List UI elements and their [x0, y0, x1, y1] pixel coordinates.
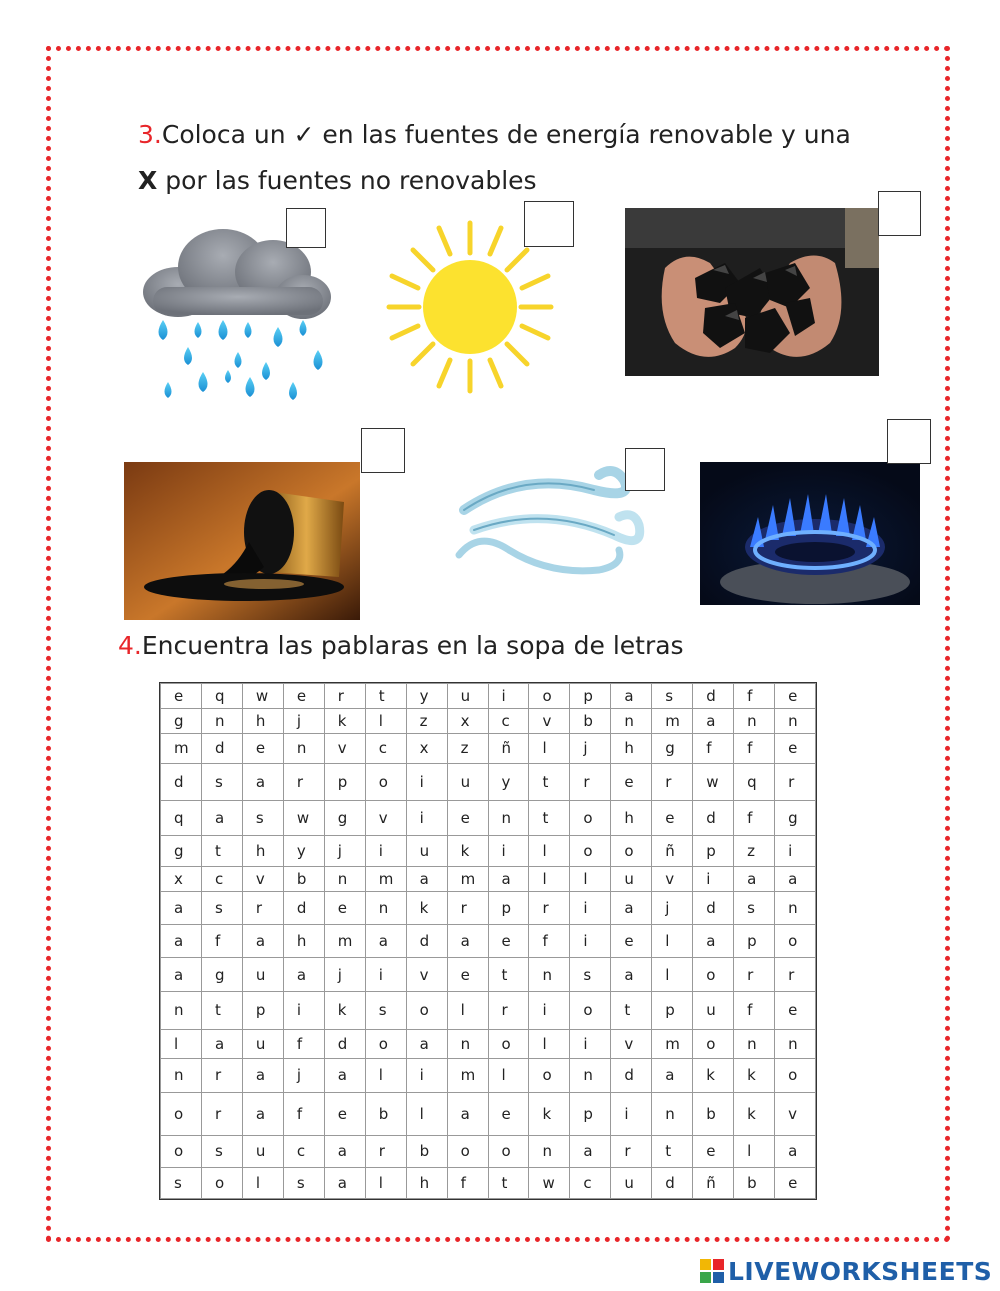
grid-cell[interactable]: m [365, 866, 406, 891]
grid-cell[interactable]: m [324, 924, 365, 957]
grid-row [161, 958, 816, 992]
grid-cell[interactable]: d [201, 733, 242, 763]
grid-cell[interactable]: l [447, 992, 488, 1029]
grid-cell[interactable]: t [529, 763, 570, 800]
grid-cell[interactable]: r [775, 958, 816, 992]
grid-cell[interactable]: l [406, 1092, 447, 1135]
grid-row [161, 924, 816, 957]
answer-box-coal[interactable] [878, 191, 921, 236]
wind-icon [444, 460, 654, 582]
grid-cell[interactable]: o [365, 1029, 406, 1058]
grid-cell[interactable]: r [775, 763, 816, 800]
grid-cell[interactable]: r [365, 1135, 406, 1167]
grid-cell[interactable]: m [652, 1029, 693, 1058]
grid-cell[interactable]: d [406, 924, 447, 957]
question-4-text: Encuentra las pablaras en la sopa de letras [141, 631, 684, 660]
grid-cell[interactable]: s [201, 763, 242, 800]
grid-cell[interactable]: w [529, 1167, 570, 1198]
grid-cell[interactable]: o [570, 992, 611, 1029]
grid-cell[interactable]: v [775, 1092, 816, 1135]
grid-cell[interactable]: ñ [652, 835, 693, 866]
grid-cell[interactable]: l [242, 1167, 283, 1198]
grid-cell[interactable]: g [652, 733, 693, 763]
grid-cell[interactable]: e [447, 958, 488, 992]
grid-cell[interactable]: v [242, 866, 283, 891]
grid-cell[interactable]: e [693, 1135, 734, 1167]
grid-cell[interactable]: g [161, 708, 202, 733]
grid-cell[interactable]: l [529, 835, 570, 866]
grid-cell[interactable]: n [283, 733, 324, 763]
grid-cell[interactable]: n [529, 1135, 570, 1167]
grid-cell[interactable]: r [652, 763, 693, 800]
grid-cell[interactable]: e [447, 801, 488, 835]
grid-cell[interactable]: a [161, 924, 202, 957]
grid-cell[interactable]: i [365, 835, 406, 866]
grid-cell[interactable]: q [201, 684, 242, 709]
grid-cell[interactable]: p [734, 924, 775, 957]
grid-cell[interactable]: e [488, 924, 529, 957]
grid-cell[interactable]: c [365, 733, 406, 763]
grid-cell[interactable]: x [406, 733, 447, 763]
grid-cell[interactable]: y [488, 763, 529, 800]
rain-cloud-icon [138, 222, 338, 412]
grid-cell[interactable]: l [529, 1029, 570, 1058]
grid-cell[interactable]: x [447, 708, 488, 733]
grid-cell[interactable]: b [365, 1092, 406, 1135]
grid-cell[interactable]: m [161, 733, 202, 763]
grid-cell[interactable]: b [570, 708, 611, 733]
grid-cell[interactable]: a [611, 684, 652, 709]
grid-cell[interactable]: e [161, 684, 202, 709]
grid-cell[interactable]: f [283, 1092, 324, 1135]
grid-cell[interactable]: ñ [488, 733, 529, 763]
grid-cell[interactable]: l [529, 866, 570, 891]
grid-cell[interactable]: l [529, 733, 570, 763]
grid-cell[interactable]: f [447, 1167, 488, 1198]
grid-row [161, 1058, 816, 1092]
coal-photo [625, 208, 879, 376]
grid-cell[interactable]: k [734, 1058, 775, 1092]
answer-box-wind[interactable] [625, 448, 665, 491]
grid-cell[interactable]: m [652, 708, 693, 733]
grid-cell[interactable]: i [488, 684, 529, 709]
grid-cell[interactable]: p [570, 684, 611, 709]
grid-row [161, 708, 816, 733]
grid-cell[interactable]: o [406, 992, 447, 1029]
question-4-heading [118, 631, 684, 660]
grid-cell[interactable]: n [775, 891, 816, 924]
grid-cell[interactable]: i [406, 763, 447, 800]
grid-cell[interactable]: k [324, 992, 365, 1029]
grid-cell[interactable]: n [734, 708, 775, 733]
grid-cell[interactable]: f [283, 1029, 324, 1058]
grid-cell[interactable]: b [283, 866, 324, 891]
grid-cell[interactable]: g [161, 835, 202, 866]
grid-row [161, 866, 816, 891]
grid-cell[interactable]: t [652, 1135, 693, 1167]
grid-cell[interactable]: u [611, 866, 652, 891]
grid-cell[interactable]: c [201, 866, 242, 891]
grid-cell[interactable]: m [447, 1058, 488, 1092]
grid-cell[interactable]: j [652, 891, 693, 924]
grid-cell[interactable]: o [447, 1135, 488, 1167]
grid-cell[interactable]: l [488, 1058, 529, 1092]
grid-cell[interactable]: m [447, 866, 488, 891]
grid-cell[interactable]: d [283, 891, 324, 924]
grid-cell[interactable]: n [161, 1058, 202, 1092]
grid-cell[interactable]: l [734, 1135, 775, 1167]
grid-cell[interactable]: o [529, 1058, 570, 1092]
question-3-text: Coloca un ✓ en las fuentes de energía renovable y una [161, 120, 851, 149]
grid-cell[interactable]: a [406, 866, 447, 891]
grid-cell[interactable]: k [734, 1092, 775, 1135]
grid-cell[interactable]: n [611, 708, 652, 733]
grid-cell[interactable]: q [734, 763, 775, 800]
grid-cell[interactable]: p [488, 891, 529, 924]
grid-cell[interactable]: i [693, 866, 734, 891]
grid-cell[interactable]: a [447, 924, 488, 957]
grid-cell[interactable]: r [283, 763, 324, 800]
grid-cell[interactable]: d [693, 684, 734, 709]
grid-cell[interactable]: n [570, 1058, 611, 1092]
grid-cell[interactable]: s [283, 1167, 324, 1198]
grid-cell[interactable]: o [488, 1029, 529, 1058]
grid-cell[interactable]: v [406, 958, 447, 992]
x-mark: X [138, 166, 158, 195]
grid-cell[interactable]: k [447, 835, 488, 866]
grid-cell[interactable]: n [324, 866, 365, 891]
grid-cell[interactable]: i [365, 958, 406, 992]
grid-cell[interactable]: f [529, 924, 570, 957]
grid-cell[interactable]: t [488, 958, 529, 992]
grid-cell[interactable]: a [447, 1092, 488, 1135]
grid-cell[interactable]: i [529, 992, 570, 1029]
grid-row [161, 733, 816, 763]
grid-cell[interactable]: a [611, 958, 652, 992]
grid-cell[interactable]: l [365, 708, 406, 733]
grid-cell[interactable]: u [693, 992, 734, 1029]
grid-cell[interactable]: i [570, 1029, 611, 1058]
grid-cell[interactable]: j [324, 835, 365, 866]
grid-cell[interactable]: v [652, 866, 693, 891]
grid-cell[interactable]: i [775, 835, 816, 866]
grid-cell[interactable]: s [734, 891, 775, 924]
grid-cell[interactable]: h [242, 708, 283, 733]
grid-cell[interactable]: l [570, 866, 611, 891]
grid-cell[interactable]: n [734, 1029, 775, 1058]
grid-cell[interactable]: v [324, 733, 365, 763]
grid-cell[interactable]: k [324, 708, 365, 733]
grid-cell[interactable]: p [693, 835, 734, 866]
grid-cell[interactable]: i [283, 992, 324, 1029]
grid-cell[interactable]: e [283, 684, 324, 709]
grid-row [161, 891, 816, 924]
grid-cell[interactable]: g [201, 958, 242, 992]
grid-cell[interactable]: h [611, 801, 652, 835]
grid-cell[interactable]: e [611, 763, 652, 800]
grid-cell[interactable]: e [775, 733, 816, 763]
grid-row [161, 1092, 816, 1135]
answer-box-rain[interactable] [286, 208, 326, 248]
grid-cell[interactable]: n [652, 1092, 693, 1135]
gas-flame-photo [700, 462, 920, 605]
logo-mark-icon [700, 1259, 724, 1283]
grid-cell[interactable]: y [283, 835, 324, 866]
grid-cell[interactable]: u [611, 1167, 652, 1198]
grid-cell[interactable]: b [406, 1135, 447, 1167]
grid-cell[interactable]: j [324, 958, 365, 992]
grid-cell[interactable]: v [611, 1029, 652, 1058]
grid-cell[interactable]: f [734, 684, 775, 709]
grid-cell[interactable]: u [242, 958, 283, 992]
grid-cell[interactable]: j [283, 708, 324, 733]
answer-box-oil[interactable] [361, 428, 405, 473]
answer-box-sun[interactable] [524, 201, 574, 247]
grid-cell[interactable]: a [324, 1058, 365, 1092]
grid-cell[interactable]: o [161, 1092, 202, 1135]
grid-cell[interactable]: a [406, 1029, 447, 1058]
grid-cell[interactable]: s [242, 801, 283, 835]
grid-cell[interactable]: a [324, 1167, 365, 1198]
grid-cell[interactable]: i [406, 1058, 447, 1092]
grid-cell[interactable]: z [447, 733, 488, 763]
oil-barrel-photo [124, 462, 360, 620]
grid-cell[interactable]: r [611, 1135, 652, 1167]
grid-cell[interactable]: n [775, 708, 816, 733]
grid-cell[interactable]: n [488, 801, 529, 835]
grid-cell[interactable]: a [242, 763, 283, 800]
grid-cell[interactable]: a [693, 924, 734, 957]
grid-cell[interactable]: a [242, 924, 283, 957]
grid-cell[interactable]: r [324, 684, 365, 709]
grid-cell[interactable]: ñ [693, 1167, 734, 1198]
grid-cell[interactable]: p [652, 992, 693, 1029]
grid-cell[interactable]: s [365, 992, 406, 1029]
grid-cell[interactable]: i [570, 924, 611, 957]
grid-cell[interactable]: o [488, 1135, 529, 1167]
grid-cell[interactable]: a [570, 1135, 611, 1167]
grid-cell[interactable]: w [693, 763, 734, 800]
grid-cell[interactable]: a [734, 866, 775, 891]
grid-cell[interactable]: t [201, 835, 242, 866]
word-search-grid [160, 683, 816, 1199]
grid-cell[interactable]: s [161, 1167, 202, 1198]
grid-cell[interactable]: f [693, 733, 734, 763]
grid-cell[interactable]: o [570, 801, 611, 835]
grid-cell[interactable]: a [775, 866, 816, 891]
grid-cell[interactable]: o [693, 958, 734, 992]
grid-cell[interactable]: h [406, 1167, 447, 1198]
grid-cell[interactable]: e [652, 801, 693, 835]
grid-cell[interactable]: d [693, 891, 734, 924]
grid-cell[interactable]: d [652, 1167, 693, 1198]
grid-cell[interactable]: g [775, 801, 816, 835]
grid-cell[interactable]: h [611, 733, 652, 763]
grid-cell[interactable]: p [324, 763, 365, 800]
grid-cell[interactable]: k [406, 891, 447, 924]
grid-cell[interactable]: a [242, 1058, 283, 1092]
grid-cell[interactable]: n [447, 1029, 488, 1058]
grid-cell[interactable]: e [611, 924, 652, 957]
question-3-number: 3. [138, 120, 162, 149]
grid-cell[interactable]: z [406, 708, 447, 733]
grid-cell[interactable]: u [242, 1135, 283, 1167]
grid-cell[interactable]: c [283, 1135, 324, 1167]
grid-cell[interactable]: f [734, 733, 775, 763]
grid-cell[interactable]: b [693, 1092, 734, 1135]
question-3-text-2: por las fuentes no renovables [157, 166, 537, 195]
grid-row [161, 763, 816, 800]
grid-cell[interactable]: a [161, 891, 202, 924]
grid-cell[interactable]: j [283, 1058, 324, 1092]
grid-cell[interactable]: d [161, 763, 202, 800]
grid-cell[interactable]: t [201, 992, 242, 1029]
grid-cell[interactable]: o [570, 835, 611, 866]
brand-text: LIVEWORKSHEETS [728, 1256, 993, 1286]
grid-cell[interactable]: r [734, 958, 775, 992]
grid-cell[interactable]: e [775, 684, 816, 709]
question-4-number: 4. [118, 631, 142, 660]
grid-cell[interactable]: f [734, 992, 775, 1029]
grid-cell[interactable]: t [529, 801, 570, 835]
grid-cell[interactable]: v [365, 801, 406, 835]
grid-cell[interactable]: n [201, 708, 242, 733]
grid-cell[interactable]: l [652, 958, 693, 992]
grid-cell[interactable]: o [161, 1135, 202, 1167]
grid-cell[interactable]: e [324, 891, 365, 924]
grid-cell[interactable]: o [693, 1029, 734, 1058]
grid-cell[interactable]: n [529, 958, 570, 992]
liveworksheets-logo [700, 1256, 992, 1286]
grid-cell[interactable]: n [775, 1029, 816, 1058]
grid-cell[interactable]: s [201, 891, 242, 924]
grid-cell[interactable]: u [447, 763, 488, 800]
grid-cell[interactable]: k [529, 1092, 570, 1135]
grid-cell[interactable]: l [365, 1167, 406, 1198]
grid-cell[interactable]: s [570, 958, 611, 992]
question-3-line-2 [138, 166, 537, 195]
grid-cell[interactable]: w [242, 684, 283, 709]
grid-cell[interactable]: p [242, 992, 283, 1029]
grid-cell[interactable]: d [611, 1058, 652, 1092]
grid-cell[interactable]: e [775, 1167, 816, 1198]
grid-cell[interactable]: a [775, 1135, 816, 1167]
grid-row [161, 684, 816, 709]
grid-cell[interactable]: r [488, 992, 529, 1029]
grid-cell[interactable]: q [161, 801, 202, 835]
grid-cell[interactable]: a [161, 958, 202, 992]
grid-cell[interactable]: k [693, 1058, 734, 1092]
grid-cell[interactable]: a [324, 1135, 365, 1167]
grid-cell[interactable]: t [365, 684, 406, 709]
grid-row [161, 801, 816, 835]
grid-cell[interactable]: a [201, 1029, 242, 1058]
grid-cell[interactable]: u [447, 684, 488, 709]
grid-cell[interactable]: p [570, 1092, 611, 1135]
grid-cell[interactable]: w [283, 801, 324, 835]
grid-cell[interactable]: r [570, 763, 611, 800]
grid-cell[interactable]: i [570, 891, 611, 924]
grid-cell[interactable]: a [488, 866, 529, 891]
grid-cell[interactable]: r [201, 1058, 242, 1092]
grid-cell[interactable]: o [775, 924, 816, 957]
grid-cell[interactable]: d [324, 1029, 365, 1058]
grid-cell[interactable]: s [652, 684, 693, 709]
grid-cell[interactable]: a [201, 801, 242, 835]
grid-cell[interactable]: t [488, 1167, 529, 1198]
grid-cell[interactable]: i [611, 1092, 652, 1135]
grid-cell[interactable]: e [242, 733, 283, 763]
grid-cell[interactable]: o [611, 835, 652, 866]
grid-cell[interactable]: z [734, 835, 775, 866]
grid-row [161, 992, 816, 1029]
grid-cell[interactable]: o [529, 684, 570, 709]
grid-cell[interactable]: f [201, 924, 242, 957]
grid-cell[interactable]: y [406, 684, 447, 709]
grid-cell[interactable]: o [201, 1167, 242, 1198]
grid-cell[interactable]: i [488, 835, 529, 866]
grid-cell[interactable]: u [242, 1029, 283, 1058]
grid-row [161, 1029, 816, 1058]
grid-cell[interactable]: d [693, 801, 734, 835]
grid-cell[interactable]: l [652, 924, 693, 957]
grid-row [161, 835, 816, 866]
grid-cell[interactable]: h [242, 835, 283, 866]
grid-cell[interactable]: g [324, 801, 365, 835]
grid-cell[interactable]: u [406, 835, 447, 866]
grid-cell[interactable]: a [611, 891, 652, 924]
answer-box-gas[interactable] [887, 419, 931, 464]
grid-cell[interactable]: o [775, 1058, 816, 1092]
grid-cell[interactable]: r [447, 891, 488, 924]
grid-cell[interactable]: a [652, 1058, 693, 1092]
grid-cell[interactable]: e [324, 1092, 365, 1135]
grid-cell[interactable]: f [734, 801, 775, 835]
grid-cell[interactable]: c [570, 1167, 611, 1198]
grid-cell[interactable]: a [283, 958, 324, 992]
grid-cell[interactable]: e [775, 992, 816, 1029]
grid-cell[interactable]: j [570, 733, 611, 763]
grid-cell[interactable]: l [365, 1058, 406, 1092]
grid-cell[interactable]: n [161, 992, 202, 1029]
grid-row [161, 1167, 816, 1198]
grid-cell[interactable]: a [365, 924, 406, 957]
grid-cell[interactable]: x [161, 866, 202, 891]
grid-row [161, 1135, 816, 1167]
grid-cell[interactable]: a [693, 708, 734, 733]
question-3-line-1 [138, 120, 851, 149]
grid-cell[interactable]: a [242, 1092, 283, 1135]
grid-cell[interactable]: s [201, 1135, 242, 1167]
grid-cell[interactable]: n [365, 891, 406, 924]
grid-cell[interactable]: r [242, 891, 283, 924]
grid-cell[interactable]: o [365, 763, 406, 800]
grid-cell[interactable]: c [488, 708, 529, 733]
grid-cell[interactable]: l [161, 1029, 202, 1058]
grid-cell[interactable]: t [611, 992, 652, 1029]
grid-cell[interactable]: r [529, 891, 570, 924]
grid-cell[interactable]: b [734, 1167, 775, 1198]
grid-cell[interactable]: e [488, 1092, 529, 1135]
grid-cell[interactable]: v [529, 708, 570, 733]
grid-cell[interactable]: i [406, 801, 447, 835]
grid-cell[interactable]: r [201, 1092, 242, 1135]
grid-cell[interactable]: h [283, 924, 324, 957]
